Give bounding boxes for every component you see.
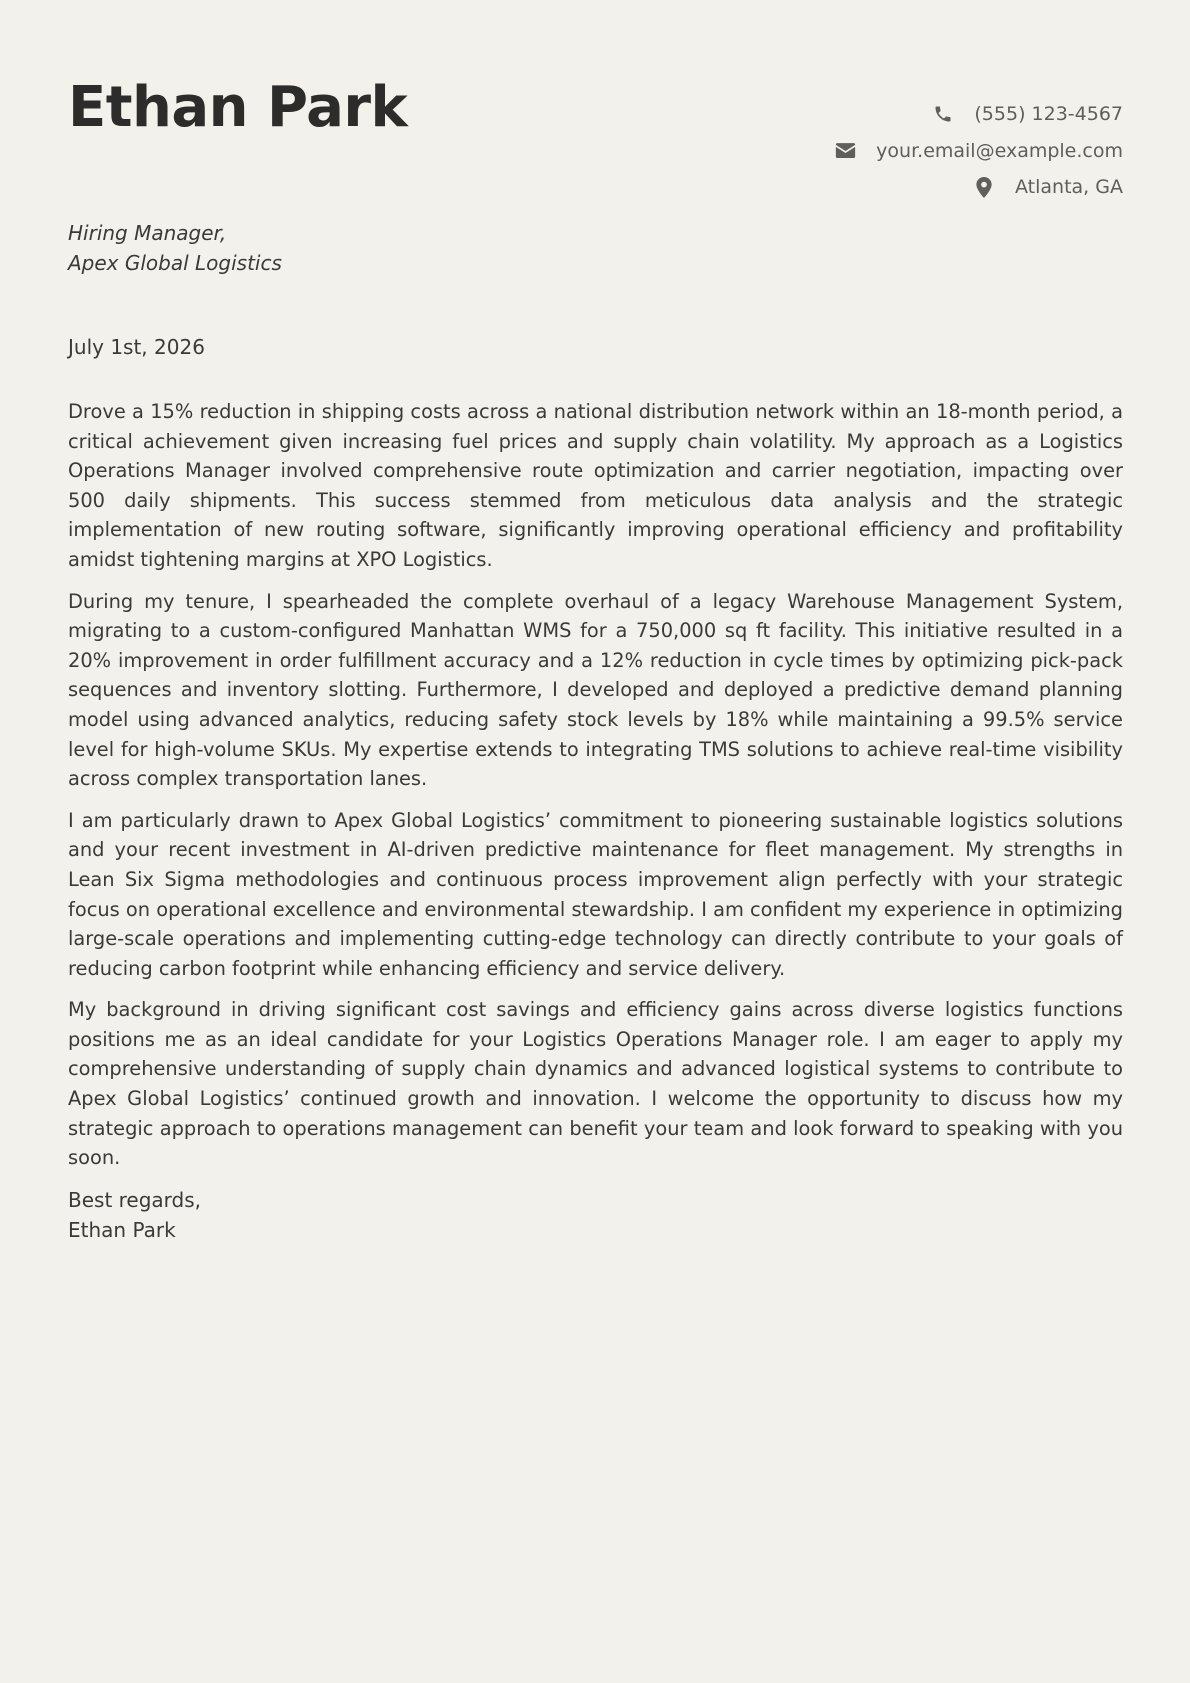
letter-closing xyxy=(68,1186,201,1245)
closing-salutation: Best regards, xyxy=(68,1188,202,1212)
body-paragraph: Drove a 15% reduction in shipping costs across a national distribution network within an 18-month period, a critical achievement given increasing fuel prices and supply chain volatility. My approach as a Logistics Operations Manager involved comprehensive route optimization and carrier negotiation, impacting over 500 daily shipments. This success stemmed from meticulous data analysis and the strategic implementation of new routing software, significantly improving operational efficiency and profitability amidst tightening margins at XPO Logistics. xyxy=(68,400,1123,571)
body-paragraph: I am particularly drawn to Apex Global Logistics’ commitment to pioneering sustainable logistics solutions and your recent investment in AI-driven predictive maintenance for fleet management. My strengths in Lean Six Sigma methodologies and continuous process improvement align perfectly with your strategic focus on operational excellence and environmental stewardship. I am confident my experience in optimizing large-scale operations and implementing cutting-edge technology can directly contribute to your goals of reducing carbon footprint while enhancing efficiency and service delivery. xyxy=(68,808,1123,980)
recipient-company: Apex Global Logistics xyxy=(68,250,282,275)
applicant-name: Ethan Park xyxy=(68,75,408,140)
body-paragraph: During my tenure, I spearheaded the complete overhaul of a legacy Warehouse Management System, migrating to a custom-configured Manhattan WMS for a 750,000 sq ft facility. This initiative resulted in a 20% improvement in order fulfillment accuracy and a 12% reduction in cycle times by optimizing pick-pack sequences and inventory slotting. Furthermore, I developed and deployed a predictive demand planning model using advanced analytics, reducing safety stock levels by 18% while maintaining a 99.5% service level for high-volume SKUs. My expertise extends to integrating TMS solutions to achieve real-time visibility across complex transportation lanes. xyxy=(68,589,1123,791)
closing-signature: Ethan Park xyxy=(68,1217,176,1242)
contact-email-row xyxy=(834,133,1123,170)
envelope-icon xyxy=(834,140,856,162)
contact-phone: (555) 123-4567 xyxy=(974,103,1123,126)
recipient-block xyxy=(68,219,282,278)
contact-phone-row xyxy=(834,96,1123,133)
contact-location: Atlanta, GA xyxy=(1015,176,1123,199)
contact-info xyxy=(834,96,1123,206)
recipient-title: Hiring Manager, xyxy=(68,221,227,245)
letter-body xyxy=(68,397,1123,1185)
body-paragraph: My background in driving significant cost savings and efficiency gains across diverse logistics functions positions me as an ideal candidate for your Logistics Operations Manager role. I am eager to apply my comprehensive understanding of supply chain dynamics and advanced logistical systems to contribute to Apex Global Logistics’ continued growth and innovation. I welcome the opportunity to discuss how my strategic approach to operations management can benefit your team and look forward to speaking with you soon. xyxy=(68,998,1123,1170)
contact-location-row xyxy=(834,169,1123,206)
map-pin-icon xyxy=(973,176,995,198)
cover-letter-page xyxy=(68,0,1123,1683)
letter-date: July 1st, 2026 xyxy=(68,335,205,359)
contact-email: your.email@example.com xyxy=(876,139,1123,162)
phone-icon xyxy=(932,103,954,125)
